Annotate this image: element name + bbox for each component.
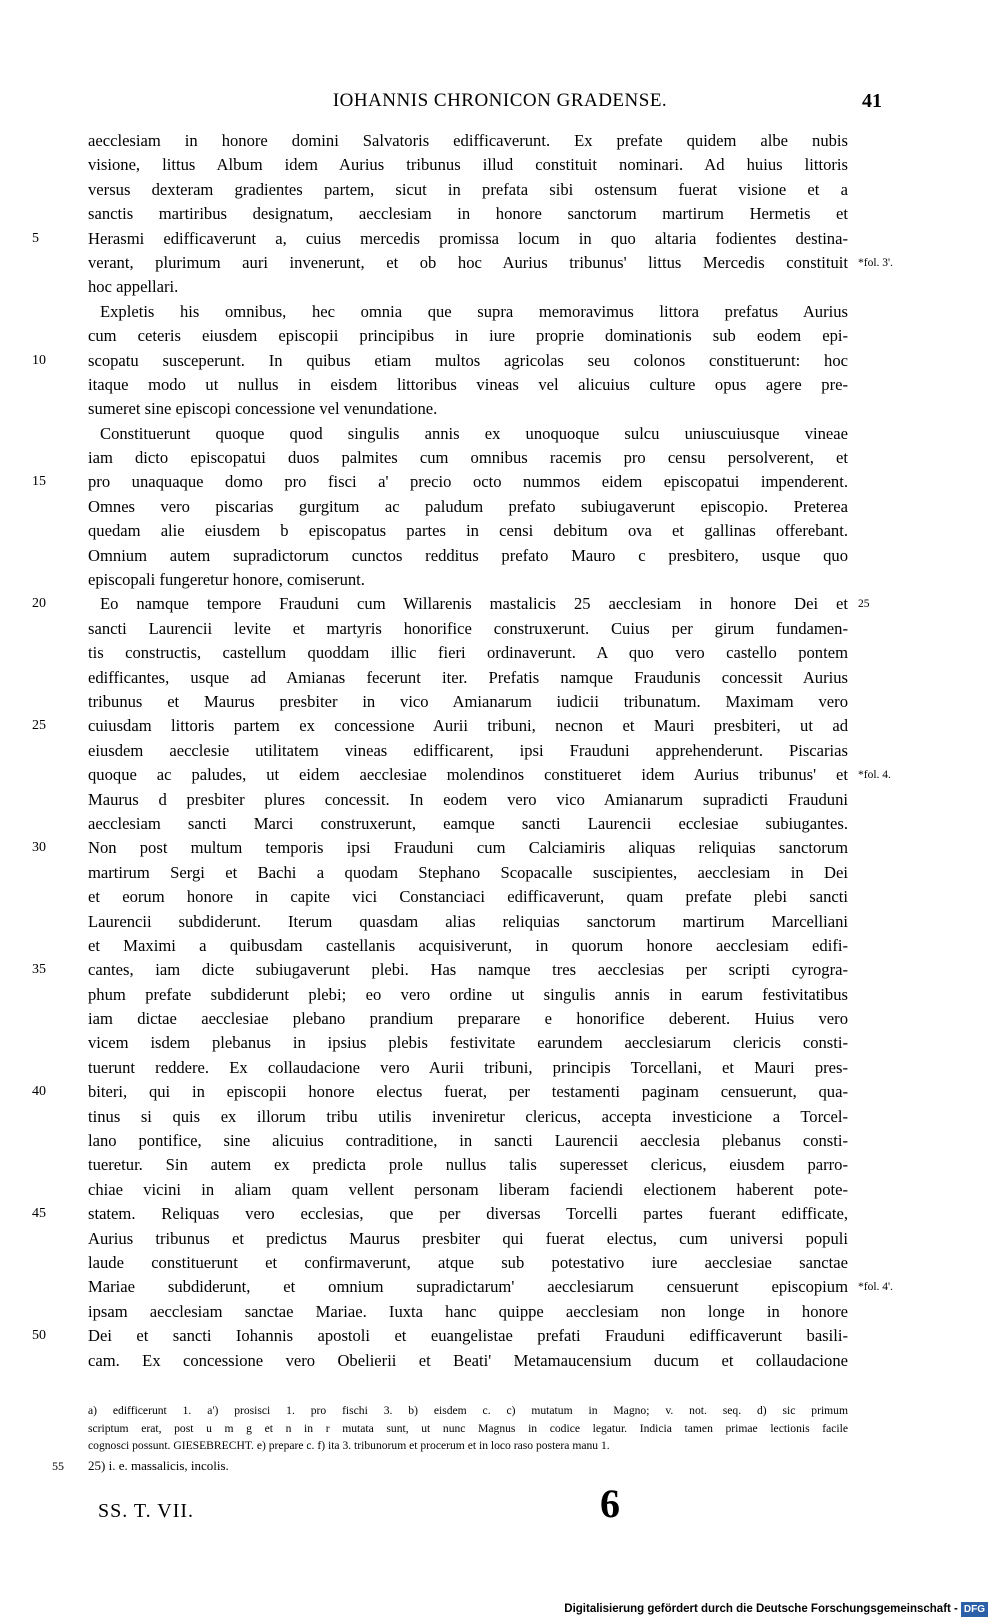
text-line [88, 1153, 848, 1177]
text-line [88, 812, 848, 836]
text-line [88, 178, 848, 202]
text-line [88, 1105, 848, 1129]
text-line [88, 275, 848, 299]
line-text: itaque modo ut nullus in eisdem littoribus vineas vel alicuius culture opus agere pre- [88, 374, 848, 394]
line-text: Mariae subdiderunt, et omnium supradictarum' aecclesiarum censuerunt episcopium [88, 1277, 848, 1297]
text-line [88, 1031, 848, 1055]
line-text: tinus si quis ex illorum tribu utilis inveniretur clericus, accepta investicione a Torcel- [88, 1106, 848, 1126]
line-text: iam dictae aecclesiae plebano prandium preparare e honorifice deberent. Huius vero [88, 1009, 848, 1029]
line-text: cuiusdam littoris partem ex concessione Aurii tribuni, necnon et Mauri presbiteri, ut ad [88, 716, 848, 736]
page-number: 41 [862, 90, 882, 112]
line-text: vicem isdem plebanus in ipsius plebis festivitate earundem aecclesiarum clericis consti- [88, 1033, 848, 1053]
line-text: versus dexteram gradientes partem, sicut in prefata sibi ostensum fuerat visione et a [88, 179, 848, 199]
text-line [88, 324, 848, 348]
text-line [88, 1056, 848, 1080]
footnote-line: a) edifficerunt 1. a') prosisci 1. pro fischi 3. b) eisdem c. c) mutatum in Magno; v. not. seq. d) sic primum [88, 1404, 848, 1417]
line-text: chiae vicini in aliam quam vellent personam liberam faciendi electionem haberent pote- [88, 1179, 848, 1199]
text-line [88, 1178, 848, 1202]
text-line [88, 1300, 848, 1324]
text-line [88, 495, 848, 519]
line-text: Dei et sancti Iohannis apostoli et euangelistae prefati Frauduni edifficaverunt basili- [88, 1326, 848, 1346]
line-text: quoque ac paludes, ut eidem aecclesiae molendinos constitueret idem Aurius tribunus' et [88, 765, 848, 785]
line-text: Eo namque tempore Frauduni cum Willarenis mastalicis 25 aecclesiam in honore Dei et [100, 594, 848, 614]
line-text: Expletis his omnibus, hec omnia que supra memoravimus littora prefatus Aurius [100, 301, 848, 321]
line-text: Omnes vero piscarias gurgitum ac paludum prefato subiugaverunt episcopio. Preterea [88, 496, 848, 516]
text-line [88, 153, 848, 177]
text-line [32, 349, 848, 373]
line-text: lano pontifice, sine alicuius contraditione, in sancti Laurencii aecclesia plebanus consti- [88, 1131, 848, 1151]
line-number: 40 [32, 1084, 46, 1100]
text-line [88, 763, 891, 787]
line-text: eiusdem aecclesie utilitatem vineas edifficarent, ipsi Frauduni apprehenderunt. Piscarias [88, 740, 848, 760]
line-text: martirum Sergi et Bachi a quodam Stephano Scopacalle suscipientes, aecclesiam in Dei [88, 862, 848, 882]
line-text: quedam alie eiusdem b episcopatus partes in censi debitum ova et gallinas offerebant. [88, 521, 848, 541]
line-text: sancti Laurencii levite et martyris honorifice construxerunt. Cuius per girum fundamen- [88, 618, 848, 638]
numbered-footnote [52, 1456, 848, 1476]
sheet-signature: SS. T. VII. [98, 1500, 195, 1522]
text-line [88, 934, 848, 958]
text-line [88, 129, 848, 153]
text-line [88, 1007, 848, 1031]
text-line [88, 251, 893, 275]
text-line [88, 788, 848, 812]
stamp-text: Digitalisierung gefördert durch die Deutsche Forschungsgemeinschaft - [564, 1603, 958, 1615]
line-number: 30 [32, 840, 46, 856]
text-line [32, 836, 848, 860]
text-line [88, 519, 848, 543]
text-line [88, 690, 848, 714]
sheet-number: 6 [600, 1481, 620, 1526]
text-line [88, 861, 848, 885]
running-title: IOHANNIS CHRONICON GRADENSE. [332, 90, 668, 111]
text-line [88, 666, 848, 690]
text-line [88, 1349, 848, 1373]
line-text: Constituerunt quoque quod singulis annis ex unoquoque sulcu uniuscuiusque vineae [100, 423, 848, 443]
line-text: et eorum honore in capite vici Constanciaci edifficaverunt, quam prefate plebi sancti [88, 887, 848, 907]
text-line [32, 227, 848, 251]
text-line [88, 373, 848, 397]
line-text: biteri, qui in episcopii honore electus fuerat, per testamenti paginam censuerunt, qua- [88, 1082, 848, 1102]
line-text: Maurus d presbiter plures concessit. In eodem vero vico Amianarum supradicti Frauduni [88, 789, 848, 809]
line-text: visione, littus Album idem Aurius tribunus illud constituit nominari. Ad huius littoris [88, 155, 848, 175]
line-text: statem. Reliquas vero ecclesias, que per diversas Torcelli partes fuerant edifficate, [88, 1204, 848, 1224]
line-text: aecclesiam sancti Marci construxerunt, eamque sancti Laurencii ecclesiae subiugantes. [88, 813, 848, 833]
line-text: cam. Ex concessione vero Obelierii et Beati' Metamaucensium ducum et collaudacione [88, 1350, 848, 1370]
text-line [88, 422, 848, 446]
line-text: laude constituerunt et confirmaverunt, atque sub potestativo iure aecclesiae sanctae [88, 1252, 848, 1272]
footnote-line: scriptum erat, post u m g et n in r mutata sunt, ut nunc Magnus in codice legatur. Indicia tamen primae lectionis facile [88, 1421, 848, 1435]
line-text: tueretur. Sin autem ex predicta prole nullus talis superesset clericus, eiusdem parro- [88, 1155, 848, 1175]
text-line [88, 885, 848, 909]
line-text: cantes, iam dicte subiugaverunt plebi. Has namque tres aecclesias per scripti cyrogra- [88, 960, 848, 980]
margin-note: 25 [858, 598, 870, 611]
line-number: 45 [32, 1206, 46, 1222]
text-line [88, 397, 848, 421]
text-line [88, 739, 848, 763]
line-text: phum prefate subdiderunt plebi; eo vero ordine ut singulis annis in earum festivitatibus [88, 984, 848, 1004]
margin-note: *fol. 3'. [858, 256, 893, 269]
line-text: tribunus et Maurus presbiter in vico Amianarum iudicii tribunatum. Maximam vero [88, 691, 848, 711]
text-line [88, 910, 848, 934]
line-number: 15 [32, 474, 46, 490]
line-text: sumeret sine episcopi concessione vel venundatione. [88, 399, 438, 419]
line-number: 25 [32, 718, 46, 734]
text-line [88, 1275, 893, 1299]
text-line [32, 714, 848, 738]
line-text: Non post multum temporis ipsi Frauduni cum Calciamiris aliquas reliquias sanctorum [88, 838, 848, 858]
footnote-line: cognosci possunt. GIESEBRECHT. e) prepare c. f) ita 3. tribunorum et procerum et in loco raso postera manu 1. [88, 1439, 610, 1452]
line-text: sanctis martiribus designatum, aecclesiam in honore sanctorum martirum Hermetis et [88, 204, 848, 224]
main-text [32, 129, 893, 1373]
line-text: aecclesiam in honore domini Salvatoris edifficaverunt. Ex prefate quidem albe nubis [88, 131, 848, 150]
line-number: 50 [32, 1328, 46, 1344]
line-text: scopatu susceperunt. In quibus etiam multos agricolas seu colonos constituerunt: hoc [88, 350, 848, 370]
line-text: tis constructis, castellum quoddam illic fieri ordinaverunt. A quo vero castello pontem [88, 643, 848, 663]
line-text: iam dicto episcopatui duos palmites cum omnibus racemis pro censu persolverent, et [88, 448, 848, 468]
line-text: cum ceteris eiusdem episcopii principibus in iure proprie dominationis sub eodem epi- [88, 326, 848, 346]
text-line [88, 202, 848, 226]
line-text: episcopali fungeretur honore, comiserunt. [88, 570, 365, 590]
margin-note: *fol. 4'. [858, 1281, 893, 1294]
line-text: Laurencii subdiderunt. Iterum quasdam alias reliquias sanctorum martirum Marcelliani [88, 911, 848, 931]
text-line [88, 1129, 848, 1153]
line-text: verant, plurimum auri invenerunt, et ob hoc Aurius tribunus' littus Mercedis constituit [88, 252, 848, 272]
text-line [32, 958, 848, 982]
line-text: Omnium autem supradictorum cunctos redditus prefato Mauro c presbitero, usque quo [88, 545, 848, 565]
text-line [88, 1251, 848, 1275]
critical-apparatus [88, 1402, 848, 1455]
line-text: tuerunt reddere. Ex collaudacione vero Aurii tribuni, principis Torcellani, et Mauri pres- [88, 1057, 848, 1077]
line-text: Herasmi edifficaverunt a, cuius mercedis promissa locum in quo altaria fodientes destina- [88, 228, 848, 248]
text-line [88, 568, 848, 592]
line-number: 5 [32, 230, 39, 246]
digitization-stamp [564, 1598, 988, 1620]
text-line [32, 1080, 848, 1104]
text-line [32, 1324, 848, 1348]
margin-note: *fol. 4. [858, 769, 891, 782]
text-line [32, 1202, 848, 1226]
line-number: 55 [52, 1459, 64, 1473]
text-line [88, 617, 848, 641]
line-text: hoc appellari. [88, 277, 179, 297]
text-line [88, 641, 848, 665]
line-text: et Maximi a quibusdam castellanis acquisiverunt, in quorum honore aecclesiam edifi- [88, 935, 848, 955]
line-text: pro unaquaque domo pro fisci a' precio octo nummos eidem episcopatui impenderent. [88, 472, 848, 492]
text-line [88, 1227, 848, 1251]
text-line [32, 470, 848, 494]
line-text: edifficantes, usque ad Amianas fecerunt iter. Prefatis namque Fraudunis concessit Aurius [88, 667, 848, 687]
line-number: 20 [32, 596, 46, 612]
text-line [88, 446, 848, 470]
dfg-logo: DFG [961, 1602, 988, 1617]
line-text: ipsam aecclesiam sanctae Mariae. Iuxta hanc quippe aecclesiam non longe in honore [88, 1301, 848, 1321]
text-line [88, 983, 848, 1007]
text-line [88, 544, 848, 568]
footnote-text: 25) i. e. massalicis, incolis. [88, 1458, 229, 1473]
running-header [0, 90, 1000, 112]
text-line [88, 300, 848, 324]
line-number: 10 [32, 352, 46, 368]
line-number: 35 [32, 962, 46, 978]
line-text: Aurius tribunus et predictus Maurus presbiter qui fuerat electus, cum universi populi [88, 1228, 848, 1248]
text-line [32, 592, 870, 616]
